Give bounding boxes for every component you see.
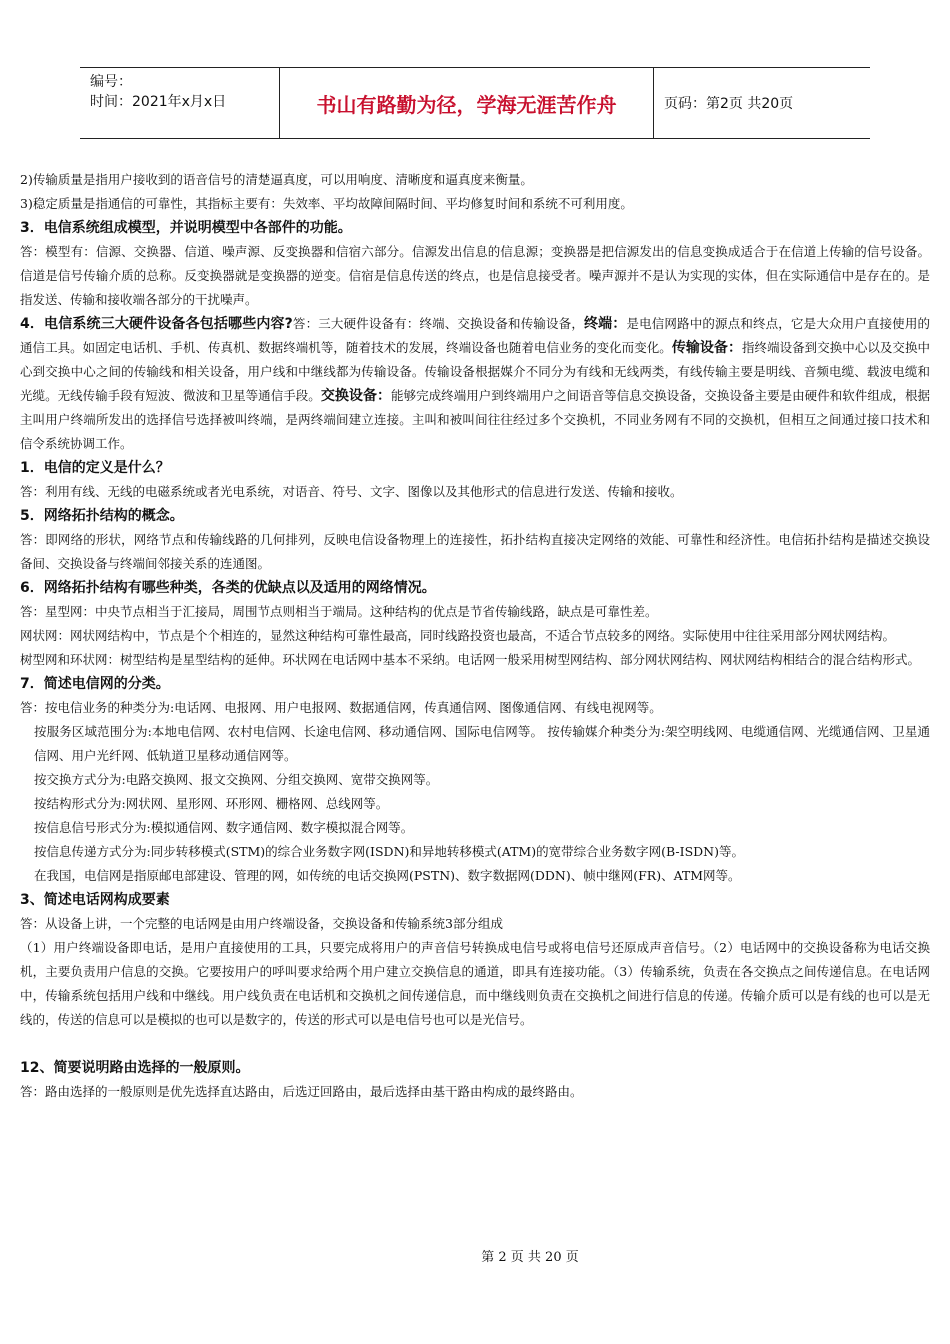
header-page-info: 页码：第2页 共20页 <box>664 96 794 112</box>
terminal-text: 是电信网路中的源点和终点，它是大众用户直接使用的通信工具。如固定电话机、手机、传真机、数据终端机等，随着技术的发展，终端设备也随着电信业务的变化而变化。 <box>20 316 930 355</box>
answer-intro: 答：三大硬件设备有：终端、交换设备和传输设备， <box>292 316 584 331</box>
paragraph: 2)传输质量是指用户接收到的语音信号的清楚逼真度，可以用响度、清晰度和逼真度来衡量。 <box>20 172 533 187</box>
page-header <box>80 67 870 139</box>
section-heading: 4．电信系统三大硬件设备各包括哪些内容? <box>20 316 293 332</box>
document-body <box>20 168 930 1104</box>
paragraph: 树型网和环状网：树型结构是星型结构的延伸。环状网在电话网中基本不采纳。电话网一般采用树型网结构、部分网状网结构、网状网结构相结合的混合结构形式。 <box>20 652 921 667</box>
paragraph: 按交换方式分为:电路交换网、报文交换网、分组交换网、宽带交换网等。 <box>34 772 439 787</box>
paragraph: （1）用户终端设备即电话，是用户直接使用的工具，只要完成将用户的声音信号转换成电信号或将电信号还原成声音信号。（2）电话网中的交换设备称为电话交换机，主要负责用户信息的交换。它要按用户的呼叫要求给两个用户建立交换信息的通道，即具有连接功能。（3）传输系统，负责在各交换点之间传递信息。在电话网中，传输系统包括用户线和中继线。用户线负责在电话机和交换机之间传递信息，而中继线则负责在交换机之间进行信息的传递。传输介质可以是有线的也可以是无线的，传送的信息可以是模拟的也可以是数字的，传送的形式可以是电信号也可以是光信号。 <box>20 940 930 1027</box>
spacer <box>20 1032 930 1056</box>
transmission-text: 指终端设备到交换中心以及交换中心到交换中心之间的传输线和相关设备，用户线和中继线都为传输设备。传输设备根据媒介不同分为有线和无线两类，有线传输主要是明线、音频电缆、载波电缆和光缆。无线传输手段有短波、微波和卫星等通信手段。 <box>20 340 930 403</box>
switching-text: 能够完成终端用户到终端用户之间语音等信息交换设备，交换设备主要是由硬件和软件组成，根据主叫用户终端所发出的选择信号选择被叫终端，是两终端间建立连接。主叫和被叫间往往经过多个交换机，不同业务网有不同的交换机，但相互之间通过接口技术和信令系统协调工作。 <box>20 388 930 451</box>
paragraph: 答：从设备上讲，一个完整的电话网是由用户终端设备，交换设备和传输系统3部分组成 <box>20 916 503 931</box>
section-heading: 7．简述电信网的分类。 <box>20 676 170 692</box>
header-meta <box>80 68 280 138</box>
paragraph: 答：星型网：中央节点相当于汇接局，周围节点则相当于端局。这种结构的优点是节省传输线路，缺点是可靠性差。 <box>20 604 658 619</box>
doc-number-label: 编号： <box>90 74 132 90</box>
paragraph: 按结构形式分为:网状网、星形网、环形网、栅格网、总线网等。 <box>34 796 389 811</box>
section-heading: 12、简要说明路由选择的一般原则。 <box>20 1060 250 1076</box>
section-heading: 5．网络拓扑结构的概念。 <box>20 508 184 524</box>
doc-time-label: 时间：2021年x月x日 <box>90 94 227 110</box>
paragraph: 答：利用有线、无线的电磁系统或者光电系统，对语音、符号、文字、图像以及其他形式的信息进行发送、传输和接收。 <box>20 484 683 499</box>
section-heading: 1．电信的定义是什么？ <box>20 460 170 476</box>
page-footer: 第 2 页 共 20 页 <box>481 1250 579 1265</box>
paragraph: 答：即网络的形状，网络节点和传输线路的几何排列，反映电信设备物理上的连接性，拓扑结构直接决定网络的效能、可靠性和经济性。电信拓扑结构是描述交换设备间、交换设备与终端间邻接关系的连通图。 <box>20 532 930 571</box>
keyword-switching: 交换设备： <box>320 388 392 404</box>
paragraph: 网状网：网状网结构中，节点是个个相连的，显然这种结构可靠性最高，同时线路投资也最高，不适合节点较多的网络。实际使用中往往采用部分网状网结构。 <box>20 628 896 643</box>
paragraph: 3)稳定质量是指通信的可靠性，其指标主要有：失效率、平均故障间隔时间、平均修复时间和系统不可利用度。 <box>20 196 633 211</box>
paragraph: 按信息信号形式分为:模拟通信网、数字通信网、数字模拟混合网等。 <box>34 820 414 835</box>
header-motto: 书山有路勤为径，学海无涯苦作舟 <box>280 68 654 138</box>
section-heading: 3、简述电话网构成要素 <box>20 892 170 908</box>
paragraph: 在我国，电信网是指原邮电部建设、管理的网，如传统的电话交换网(PSTN)、数字数据网(DDN)、帧中继网(FR)、ATM网等。 <box>34 868 741 883</box>
paragraph: 答：模型有：信源、交换器、信道、噪声源、反变换器和信宿六部分。信源发出信息的信息源；变换器是把信源发出的信息变换成适合于在信道上传输的信号设备。信道是信号传输介质的总称。反变换器就是变换器的逆变。信宿是信息传送的终点，也是信息接受者。噪声源并不是认为实现的实体，但在实际通信中是存在的。是指发送、传输和接收端各部分的干扰噪声。 <box>20 244 930 307</box>
section-heading: 3．电信系统组成模型，并说明模型中各部件的功能。 <box>20 220 352 236</box>
keyword-terminal: 终端： <box>583 316 627 332</box>
paragraph: 按信息传递方式分为:同步转移模式(STM)的综合业务数字网(ISDN)和异地转移模式(ATM)的宽带综合业务数字网(B-ISDN)等。 <box>34 844 744 859</box>
paragraph-hardware <box>20 312 930 456</box>
keyword-transmission: 传输设备： <box>671 340 742 356</box>
paragraph: 答：路由选择的一般原则是优先选择直达路由，后选迂回路由，最后选择由基干路由构成的最终路由。 <box>20 1084 583 1099</box>
paragraph: 按服务区域范围分为:本地电信网、农村电信网、长途电信网、移动通信网、国际电信网等。 按传输媒介种类分为:架空明线网、电缆通信网、光缆通信网、卫星通信网、用户光纤网、低轨道卫星移动通信网等。 <box>34 724 930 763</box>
section-heading: 6．网络拓扑结构有哪些种类，各类的优缺点以及适用的网络情况。 <box>20 580 436 596</box>
paragraph: 答：按电信业务的种类分为:电话网、电报网、用户电报网、数据通信网，传真通信网、图像通信网、有线电视网等。 <box>20 700 662 715</box>
